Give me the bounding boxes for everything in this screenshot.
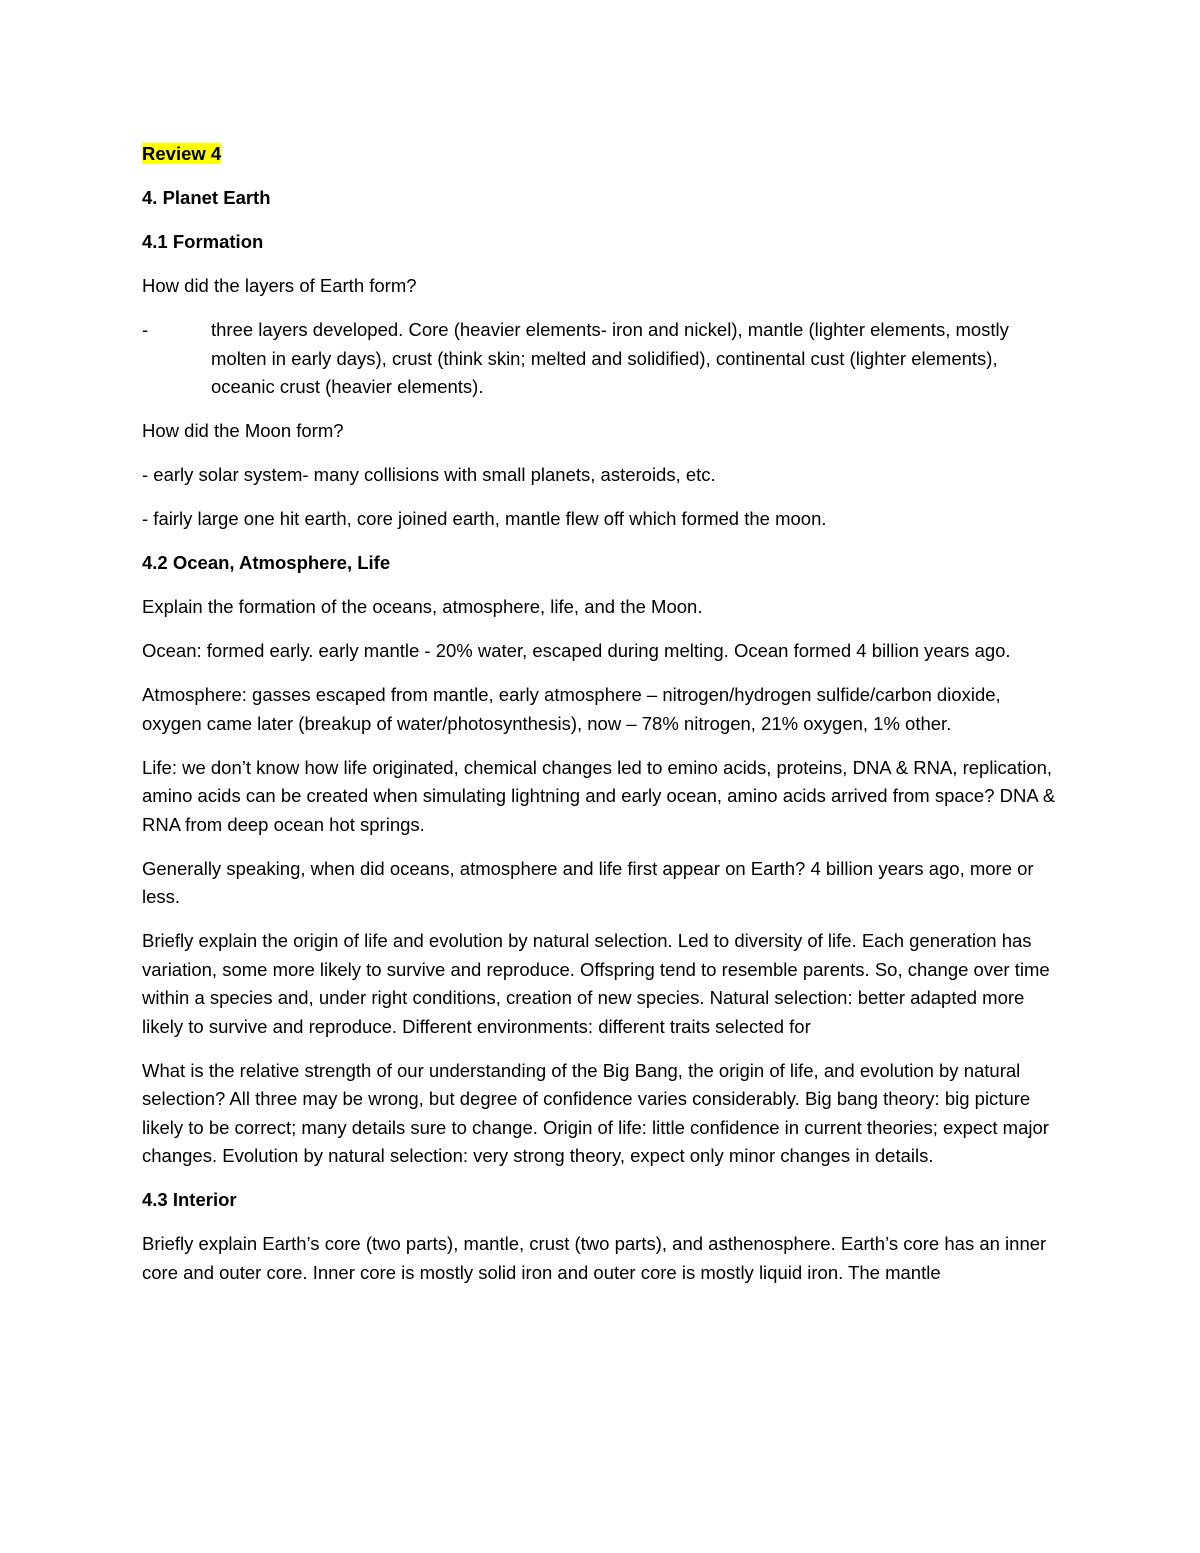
question-explain: Explain the formation of the oceans, atmosphere, life, and the Moon. [142,596,703,617]
subsection-heading-ocean: 4.2 Ocean, Atmosphere, Life [142,552,391,573]
paragraph-strength: What is the relative strength of our understanding of the Big Bang, the origin of life, and evolution by natural selection? All three may be wrong, but degree of confidence varies considerably. Big bang theory: big picture likely to be correct; many details sure to change. Origin of life: little confidence in current theories; expect major changes. Evolution by natural selection: very strong theory, expect only minor changes in details. [142,1059,1049,1166]
paragraph-ocean: Ocean: formed early. early mantle - 20% water, escaped during melting. Ocean formed 4 billion years ago. [142,640,1011,661]
paragraph-atmosphere: Atmosphere: gasses escaped from mantle, early atmosphere – nitrogen/hydrogen sulfide/carbon dioxide, oxygen came later (breakup of water/photosynthesis), now – 78% nitrogen, 21% oxygen, 1% other. [142,684,1001,734]
list-item-layers [142,316,1062,402]
answer-moon-2: - fairly large one hit earth, core joined earth, mantle flew off which formed the moon. [142,508,827,529]
paragraph-life: Life: we don’t know how life originated, chemical changes led to emino acids, proteins, DNA & RNA, replication, amino acids can be created when simulating lightning and early ocean, amino acids arrived from space? DNA & RNA from deep ocean hot springs. [142,756,1056,835]
subsection-heading-interior: 4.3 Interior [142,1189,237,1210]
answer-layers: three layers developed. Core (heavier elements- iron and nickel), mantle (lighter elements, mostly molten in early days), crust (think skin; melted and solidified), continental cust (lighter elements), oceanic crust (heavier elements). [211,319,1009,397]
question-moon: How did the Moon form? [142,420,344,441]
paragraph-generally: Generally speaking, when did oceans, atmosphere and life first appear on Earth? 4 billion years ago, more or less. [142,857,1034,907]
paragraph-evolution: Briefly explain the origin of life and evolution by natural selection. Led to diversity of life. Each generation has variation, some more likely to survive and reproduce. Offspring tend to resemble parents. So, change over time within a species and, under right conditions, creation of new species. Natural selection: better adapted more likely to survive and reproduce. Different environments: different traits selected for [142,930,1050,1037]
subsection-heading-formation: 4.1 Formation [142,231,264,252]
question-layers: How did the layers of Earth form? [142,275,417,296]
section-heading: 4. Planet Earth [142,187,271,208]
document-title [142,140,1062,169]
answer-moon-1: - early solar system- many collisions with small planets, asteroids, etc. [142,464,716,485]
title-highlight: Review 4 [142,143,222,164]
document-page [142,140,1062,1303]
paragraph-interior: Briefly explain Earth’s core (two parts), mantle, crust (two parts), and asthenosphere. Earth’s core has an inner core and outer core. Inner core is mostly solid iron and outer core is mostly liquid iron. The mantle [142,1233,1047,1283]
dash-bullet: - [142,319,149,340]
